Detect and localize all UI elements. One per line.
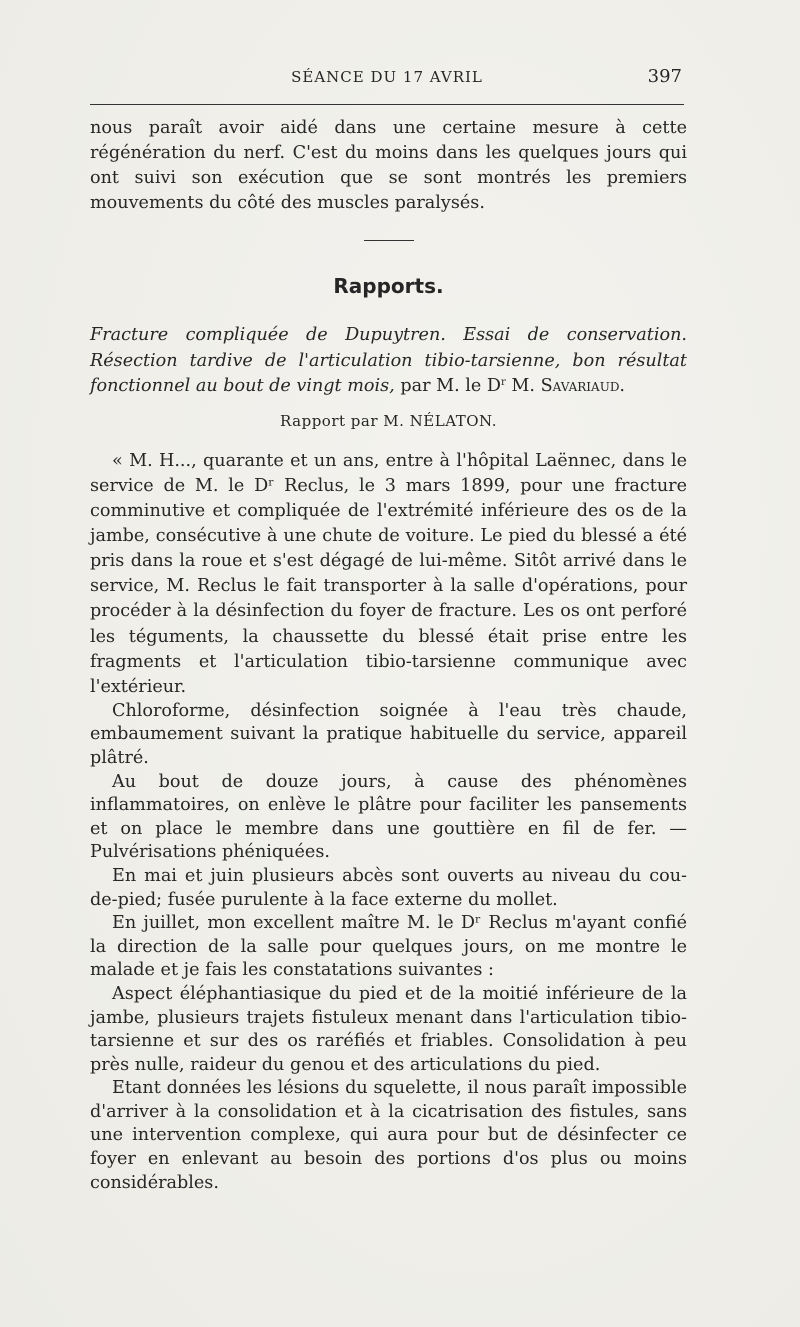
- body-paragraph: Au bout de douze jours, à cause des phénomènes inflammatoires, on enlève le plâtre pour faciliter les pansements et on place le membre dans une gouttière en fil de fer. — Pulvérisations phéniquées.: [90, 771, 687, 863]
- article-author-sup: r: [501, 376, 506, 388]
- page-body: [90, 116, 687, 1195]
- body-paragraph: Chloroforme, désinfection soignée à l'eau très chaude, embaumement suivant la pratique habituelle du service, appareil plâtré.: [90, 700, 687, 768]
- article-author-prefix: par M. le D: [394, 375, 502, 396]
- header-divider: [90, 104, 684, 105]
- body-paragraph: « M. H..., quarante et un ans, entre à l'hôpital Laënnec, dans le service de M. le Dʳ Reclus, le 3 mars 1899, pour une fracture comminutive et compliquée de l'extrémité inférieure des os de la jambe, consécutive à une chute de voiture. Le pied du blessé a été pris dans la roue et s'est dégagé de lui-même. Sitôt arrivé dans le service, M. Reclus le fait transporter à la salle d'opérations, pour procéder à la désinfection du foyer de fracture. Les os ont perforé les téguments, la chaussette du blessé était prise entre les fragments et l'articulation tibio-tarsienne communique avec l'extérieur.: [90, 450, 687, 697]
- article-author-name: M. Savariaud.: [505, 375, 626, 396]
- page-header: [90, 64, 684, 94]
- body-paragraph: En mai et juin plusieurs abcès sont ouverts au niveau du cou-de-pied; fusée purulente à la face externe du mollet.: [90, 865, 687, 910]
- body-paragraph: Aspect éléphantiasique du pied et de la moitié inférieure de la jambe, plusieurs trajets fistuleux menant dans l'articulation tibio-tarsienne et sur des os raréfiés et friables. Consolidation à peu près nulle, raideur du genou et des articulations du pied.: [90, 983, 687, 1075]
- body-paragraph: En juillet, mon excellent maître M. le Dʳ Reclus m'ayant confié la direction de la salle pour quelques jours, on me montre le malade et je fais les constatations suivantes :: [90, 913, 687, 981]
- page-number: 397: [647, 66, 682, 87]
- intro-paragraph: nous paraît avoir aidé dans une certaine mesure à cette régénération du nerf. C'est du moins dans les quelques jours qui ont suivi son exécution que se sont montrés les premiers mouvements du côté des muscles paralysés.: [90, 118, 687, 214]
- article-title: [90, 323, 687, 398]
- section-divider: [364, 240, 414, 241]
- section-title: Rapports.: [333, 274, 444, 299]
- running-title: SÉANCE DU 17 AVRIL: [291, 68, 483, 86]
- rapport-attribution: Rapport par M. NÉLATON.: [280, 411, 497, 430]
- article-title-italic: Fracture compliquée de Dupuytren. Essai de conservation. Résection tardive de l'articulation tibio-tarsienne, bon résultat fonctionnel au bout de vingt mois,: [90, 325, 687, 396]
- body-paragraph: Etant données les lésions du squelette, il nous paraît impossible d'arriver à la consolidation et à la cicatrisation des fistules, sans une intervention complexe, qui aura pour but de désinfecter ce foyer en enlevant au besoin des portions d'os plus ou moins considérables.: [90, 1078, 687, 1193]
